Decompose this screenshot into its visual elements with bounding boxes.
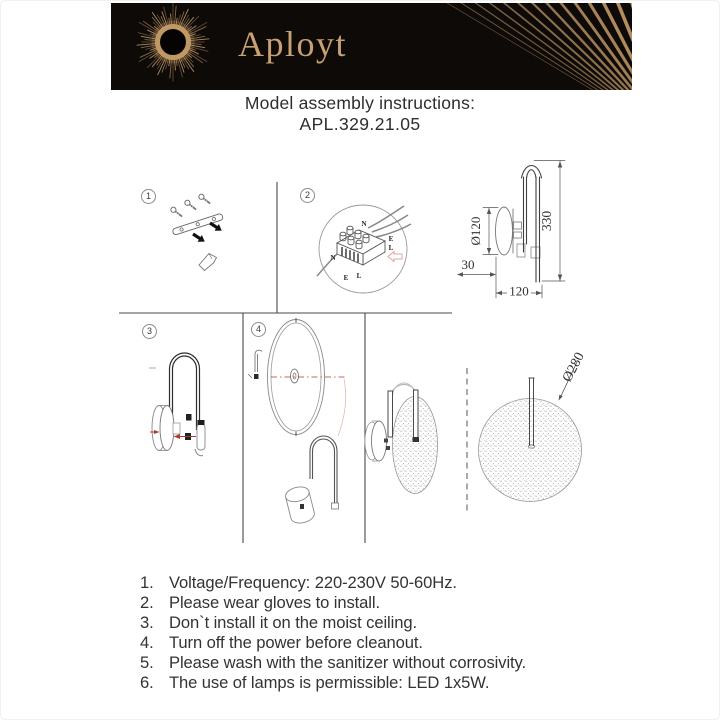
item-number: 2.	[140, 593, 154, 612]
page-title: Model assembly instructions:	[244, 93, 476, 113]
step-number-3: 3	[142, 324, 157, 339]
item-text: The use of lamps is permissible: LED 1x5W.	[169, 673, 490, 692]
item-number: 3.	[140, 613, 154, 632]
step1-bracket-drawing	[170, 193, 224, 270]
wire-direction-arrow	[388, 252, 402, 262]
step2-wiring-drawing	[317, 205, 411, 293]
list-item	[140, 573, 700, 593]
dim-height-label: 330	[539, 210, 554, 232]
item-text: Please wash with the sanitizer without corrosivity.	[169, 653, 527, 672]
dim-shade-label: Ø280	[559, 350, 588, 385]
dim-width-label: 120	[509, 283, 529, 299]
brand-text: Aployt	[238, 24, 348, 64]
instruction-list	[140, 573, 700, 693]
list-item	[140, 633, 700, 653]
wire-label-l2: L	[356, 272, 362, 280]
shade-front-view	[467, 350, 588, 513]
list-item	[140, 593, 700, 613]
step-number-4: 4	[251, 322, 266, 337]
step4-shade-drawing	[248, 318, 347, 525]
list-item	[140, 673, 700, 693]
dim-offset-label: 30	[461, 257, 475, 272]
item-text: Voltage/Frequency: 220-230V 50-60Hz.	[169, 573, 457, 592]
item-number: 4.	[140, 633, 154, 652]
list-item	[140, 653, 700, 673]
item-number: 1.	[140, 573, 154, 592]
item-text: Please wear gloves to install.	[169, 593, 380, 612]
dim-canopy-label: Ø120	[468, 216, 483, 246]
item-text: Don`t install it on the moist ceiling.	[169, 613, 417, 632]
list-item	[140, 613, 700, 633]
wire-label-n2: N	[330, 254, 336, 262]
panel-dividers	[119, 182, 452, 543]
item-number: 5.	[140, 653, 154, 672]
item-text: Turn off the power before cleanout.	[169, 633, 423, 652]
dimension-drawing	[457, 161, 565, 299]
model-number: APL.329.21.05	[299, 114, 421, 134]
assembled-lamp-drawing	[365, 383, 438, 494]
item-number: 6.	[140, 673, 154, 692]
step-number-1: 1	[141, 189, 156, 204]
wire-label-e: E	[388, 235, 394, 243]
step3-canopy-drawing	[149, 353, 205, 456]
wire-label-n: N	[361, 220, 367, 228]
step-number-2: 2	[300, 188, 315, 203]
wire-label-l: L	[388, 244, 394, 252]
wire-label-e2: E	[343, 274, 349, 282]
